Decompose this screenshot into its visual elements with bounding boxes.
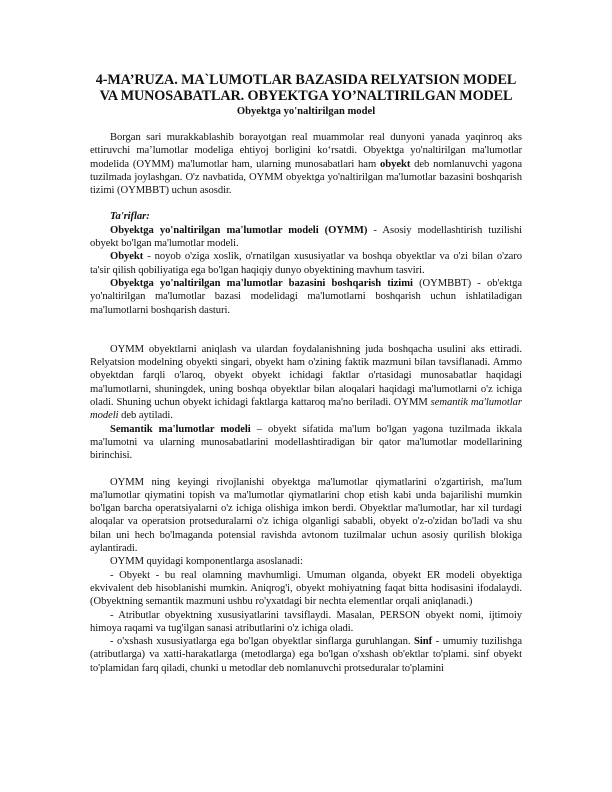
definition-oymm: Obyektga yo'naltirilgan ma'lumotlar modeli (OYMM) - Asosiy modellashtirish tuzilishi obyekt bo'lgan ma'lumotlar modeli. xyxy=(90,224,522,250)
definition-oymbbt: Obyektga yo'naltirilgan ma'lumotlar bazasini boshqarish tizimi (OYMBBT) - ob'ektga yo'naltirilgan ma'lumotlar bazasi modelidagi ma'lumotlarni boshqarish uchun ishlatiladigan ma'lumotlarni boshqarish dasturi. xyxy=(90,277,522,316)
list-item-object: - Obyekt - bu real olamning mavhumligi. Umuman olganda, obyekt ER modeli obyektiga ekvivalent deb hisoblanishi mumkin. Aniqrog'i, obyekt mohiyatning faqat bitta hodisasini ifodalaydi. (Obyektning semantik mazmuni ushbu ro'yxatdagi bir nechta elementlar orqali aniqlanadi.) xyxy=(90,569,522,608)
lecture-title: 4-MA’RUZA. MA`LUMOTLAR BAZASIDA RELYATSION MODEL VA MUNOSABATLAR. OBYEKTGA YO’NALTIRILGAN MODEL xyxy=(95,72,517,104)
intro-paragraph: Borgan sari murakkablashib borayotgan real muammolar real dunyoni yanada yaqinroq aks ettiruvchi ma’lumotlar modeliga ehtiyoj borligini ko‘rsatdi. Obyektga yo'naltirilgan ma'lumotlar modelida (OYMM) ma'lumotlar ham, ularning munosabatlari ham obyekt deb nomlanuvchi yagona tuzilmada joylashgan. O'z navbatida, OYMM obyektga yo'naltirilgan ma'lumotlar bazasini boshqarish tizimi (OYMBBT) uchun asosdir. xyxy=(90,132,522,197)
definition-term: Obyekt xyxy=(110,251,144,263)
paragraph-semantic-model: Semantik ma'lumotlar modeli – obyekt sifatida ma'lum bo'lgan yagona tuzilmada ikkala ma'lumotni va ularning munosabatlarini modellashtiradigan bir qator ma'lumotlar modellarining birinchisi. xyxy=(90,423,523,462)
section-subtitle: Obyektga yo'naltirilgan model xyxy=(236,106,376,117)
definition-term: Obyektga yo'naltirilgan ma'lumotlar bazasini boshqarish tizimi xyxy=(110,277,413,289)
document-body xyxy=(90,72,522,675)
definitions-heading: Ta'riflar: xyxy=(110,211,150,223)
definition-term: Obyektga yo'naltirilgan ma'lumotlar modeli (OYMM) xyxy=(110,224,368,236)
list-item-class: - o'xshash xususiyatlarga ega bo'lgan obyektlar sinflarga guruhlangan. Sinf - umumiy tuzilishga (atributlarga) va xatti-harakatlarga (metodlarga) ega bo'lgan o'xshash ob'ektlar to'plami. sinf obyekt to'plamidan farq qiladi, chunki u metodlar deb nomlanuvchi protseduralar to'plamini xyxy=(90,636,522,674)
bold-term: obyekt xyxy=(379,158,411,170)
italic-term: semantik ma'lumotlar modeli xyxy=(90,397,522,422)
bold-term: Semantik ma'lumotlar modeli xyxy=(110,423,251,435)
definition-object: Obyekt - noyob o'ziga xoslik, o'rnatilgan xususiyatlar va boshqa obyektlar va o'zi bilan o'zaro ta'sir qilish qobiliyatiga ega bo'lgan haqiqiy dunyo obyektining mavhum tasviri. xyxy=(90,251,522,276)
paragraph-oymm-approach: OYMM obyektlarni aniqlash va ulardan foydalanishning juda boshqacha usulini aks ettiradi. Relyatsion modelning obyekti singari, obyekt ham o'zining faktik mazmuni bilan tavsiflanadi. Ammo obyektdan farqli o'laroq, obyekt obyekt ichidagi faktlar o'rtasidagi munosabatlar haqidagi ma'lumotlarni, shuningdek, uning boshqa obyektlar bilan aloqalari haqidagi ma'lumotlarni o'z ichiga oladi. Shuning uchun obyekt ichidagi faktlarga kattaroq ma'no beriladi. OYMM semantik ma'lumotlar modeli deb aytiladi. xyxy=(90,343,522,422)
bold-term: Sinf xyxy=(414,636,433,648)
paragraph-components-intro: OYMM quyidagi komponentlarga asoslanadi: xyxy=(110,556,303,568)
paragraph-development: OYMM ning keyingi rivojlanishi obyektga ma'lumotlar qiymatlarini o'zgartirish, ma'lum ma'lumotlar qiymatini topish va ma'lumotlar qiymatlarini chop etish kabi unda bajarilishi mumkin bo'lgan barcha operatsiyalarni o'z ichiga olishiga imkon berdi. Obyektlar ma'lumotlar, har xil turdagi aloqalar va operatsion protseduralarni o'z ichiga olganligi sababli, obyekt o'z-o'zidan bo'ladi va shu bilan uni hech bo'lmaganda potensial ravishda avtonom tuzilmalar uchun asosiy qurilish blokiga aylantiradi. xyxy=(90,476,522,555)
list-item-attributes: - Atributlar obyektning xususiyatlarini tavsiflaydi. Masalan, PERSON obyekt nomi, ijtimoiy himoya raqami va tug'ilgan sanasi atributlarini o'z ichiga oladi. xyxy=(90,609,522,634)
